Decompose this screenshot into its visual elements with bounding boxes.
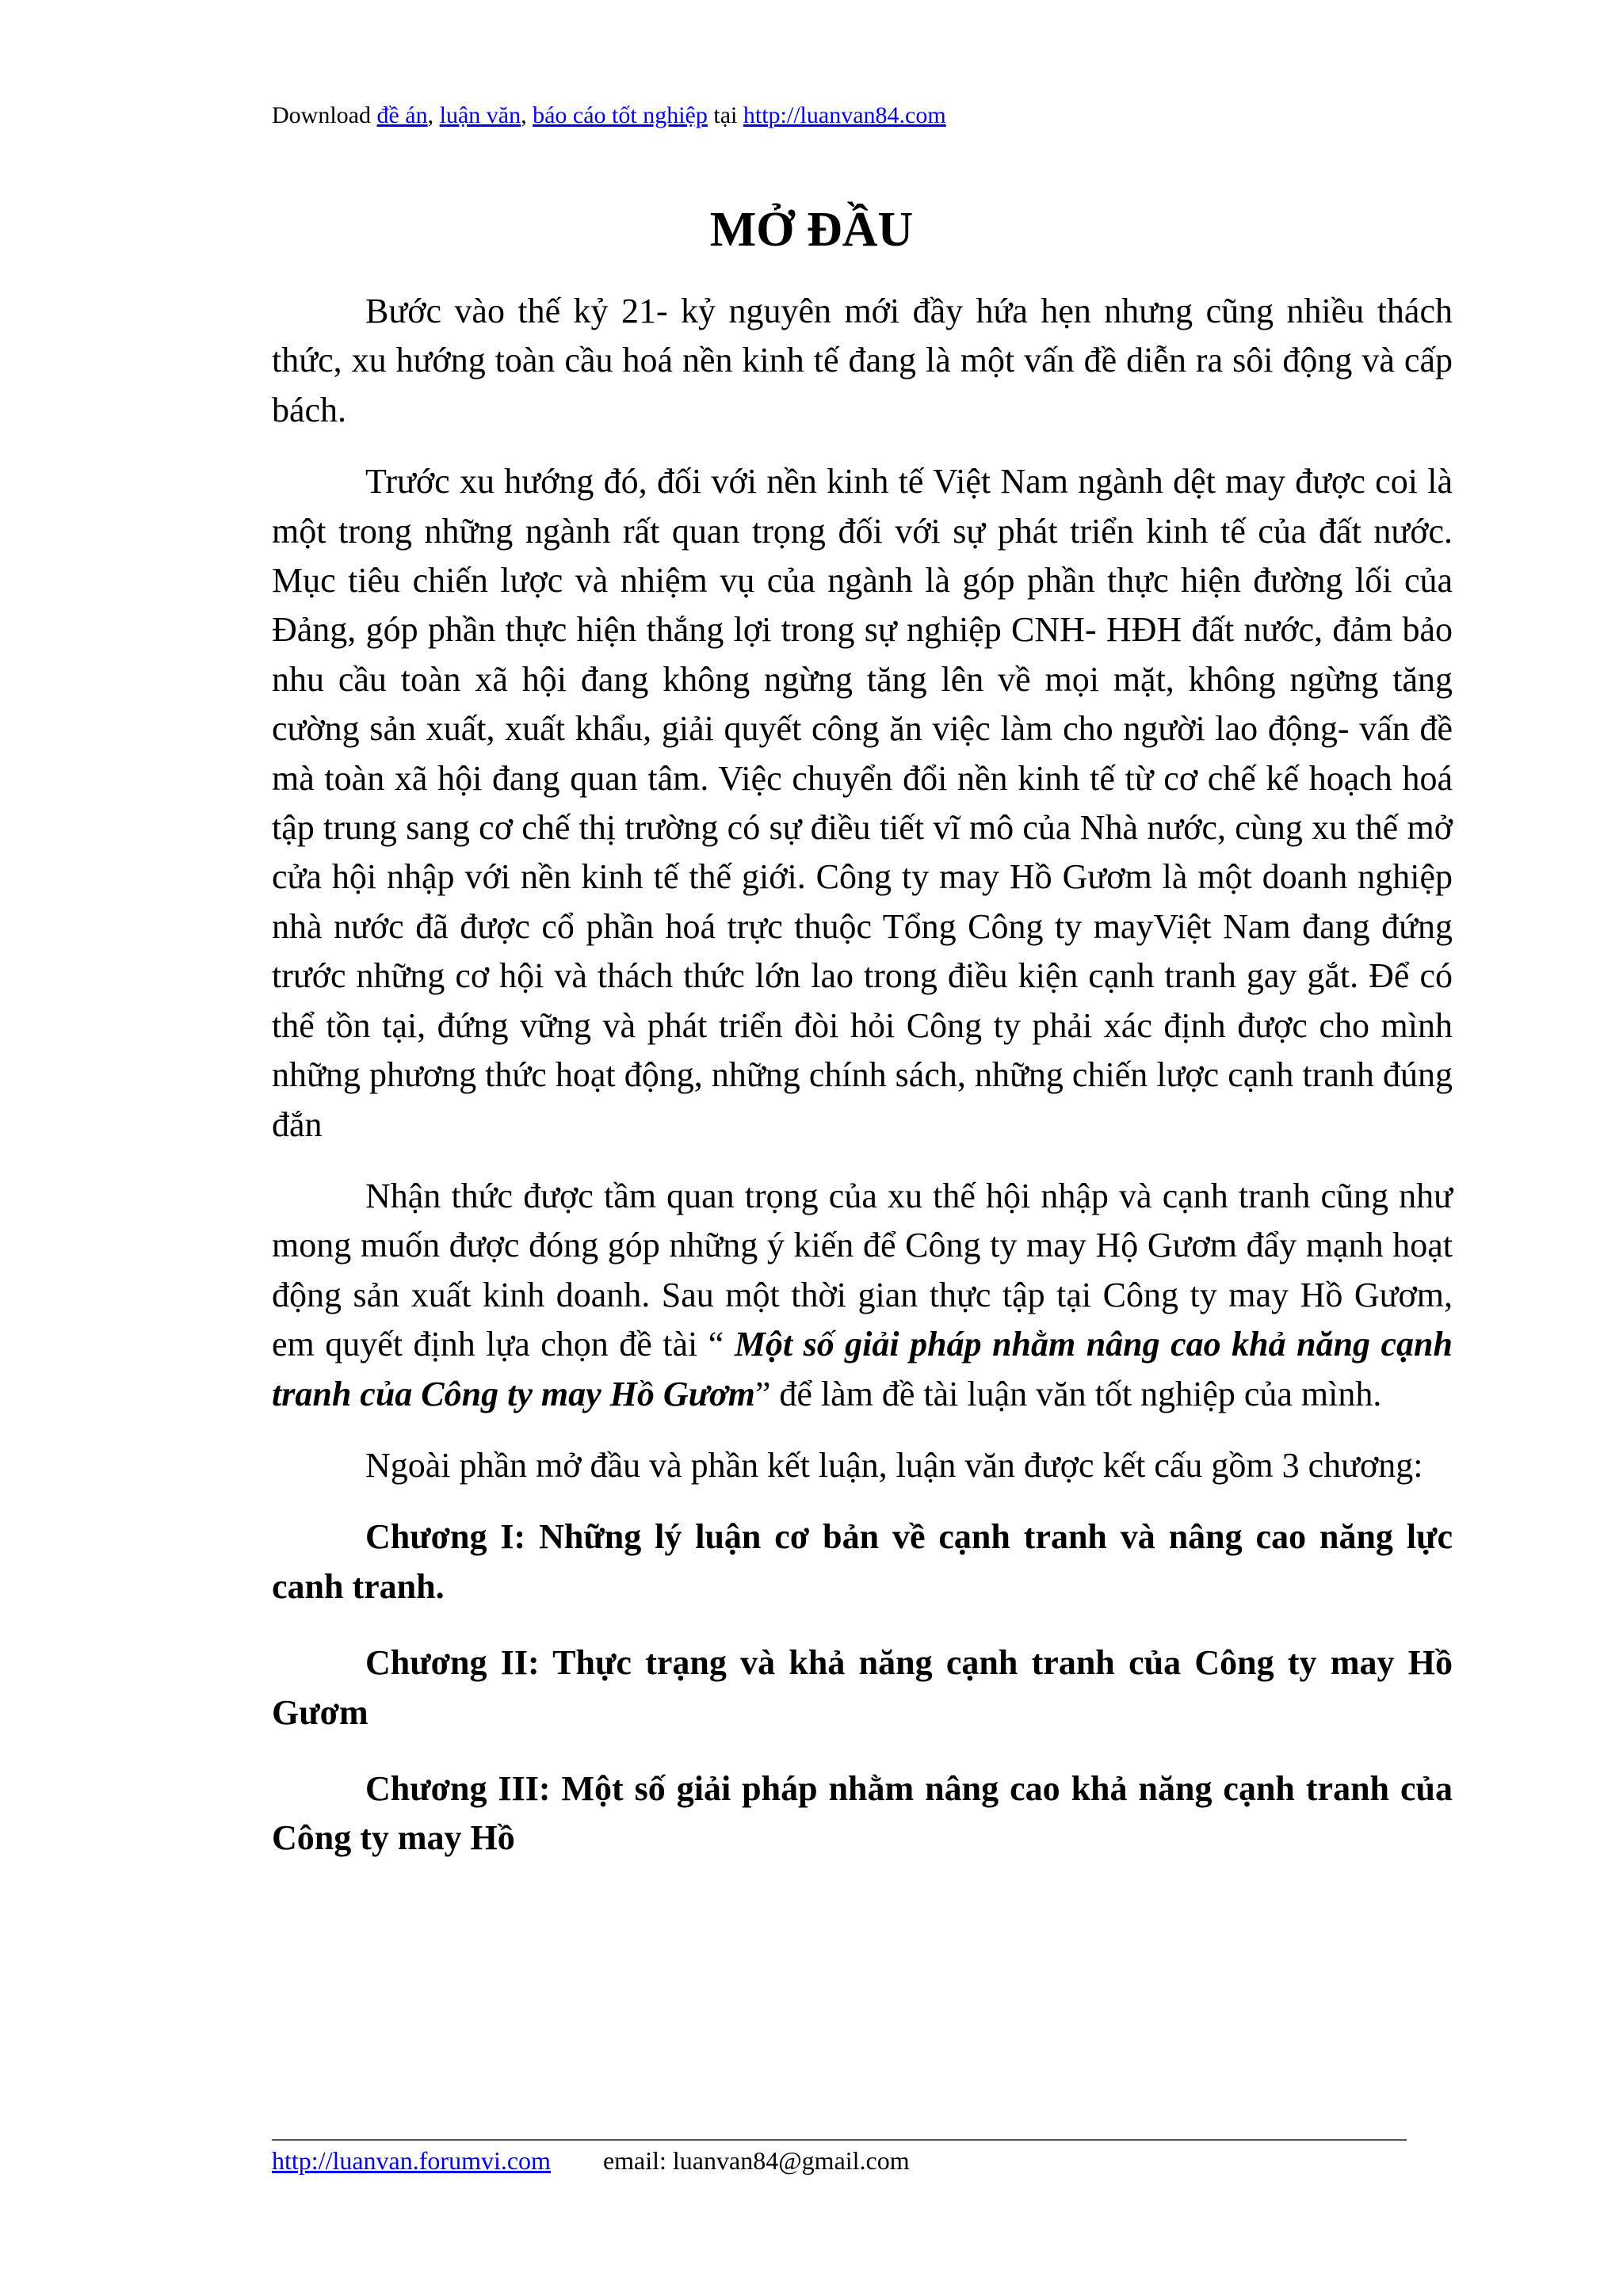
chapter-2-heading: Chương II: Thực trạng và khả năng cạnh tranh của Công ty may Hồ Gươm	[272, 1643, 1453, 1732]
paragraph-context: Trước xu hướng đó, đối với nền kinh tế Việt Nam ngành dệt may được coi là một trong những ngành rất quan trọng đối với sự phát triển kinh tế của đất nước. Mục tiêu chiến lược và nhiệm vụ của ngành là góp phần thực hiện đường lối của Đảng, góp phần thực hiện thắng lợi trong sự nghiệp CNH- HĐH đất nước, đảm bảo nhu cầu toàn xã hội đang không ngừng tăng lên về mọi mặt, không ngừng tăng cường sản xuất, xuất khẩu, giải quyết công ăn việc làm cho người lao động- vấn đề mà toàn xã hội đang quan tâm. Việc chuyển đổi nền kinh tế từ cơ chế kế hoạch hoá tập trung sang cơ chế thị trường có sự điều tiết vĩ mô của Nhà nước, cùng xu thế mở cửa hội nhập với nền kinh tế thế giới. Công ty may Hồ Gươm là một doanh nghiệp nhà nước đã được cổ phần hoá trực thuộc Tổng Công ty mayViệt Nam đang đứng trước những cơ hội và thách thức lớn lao trong điều kiện cạnh tranh gay gắt. Để có thể tồn tại, đứng vững và phát triển đòi hỏi Công ty phải xác định được cho mình những phương thức hoạt động, những chính sách, những chiến lược cạnh tranh đúng đắn	[272, 462, 1453, 1144]
topic-text-start: Nhận thức được tầm quan trọng của xu thế hội nhập và cạnh tranh cũng như mong muốn được đóng góp những ý kiến để Công ty may Hộ Gươm đẩy mạnh hoạt động sản xuất kinh doanh. Sau một thời gian thực tập tại Công ty may Hồ Gươm, em quyết định lựa chọn đề tài “	[272, 1176, 1453, 1364]
paragraph-intro: Bước vào thế kỷ 21- kỷ nguyên mới đầy hứa hẹn nhưng cũng nhiều thách thức, xu hướng toàn cầu hoá nền kinh tế đang là một vấn đề diễn ra sôi động và cấp bách.	[272, 292, 1453, 429]
de-an-link[interactable]: đề án	[376, 102, 428, 128]
header-separator: ,	[521, 102, 533, 128]
footer-divider	[272, 2139, 1407, 2141]
paragraph-structure: Ngoài phần mở đầu và phần kết luận, luận văn được kết cấu gồm 3 chương:	[365, 1445, 1423, 1485]
bao-cao-tot-nghiep-link[interactable]: báo cáo tốt nghiệp	[533, 102, 708, 128]
topic-title: Một số giải pháp nhằm nâng cao khả năng cạnh tranh của Công ty may Hồ Gươm	[272, 1325, 1453, 1413]
chapter-3-heading: Chương III: Một số giải pháp nhằm nâng cao khả năng cạnh tranh của Công ty may Hồ	[272, 1768, 1453, 1858]
topic-text-end: ” để làm đề tài luận văn tốt nghiệp của mình.	[754, 1374, 1382, 1413]
chapter-1-heading: Chương I: Những lý luận cơ bản về cạnh tranh và nâng cao năng lực canh tranh.	[272, 1517, 1453, 1606]
contact-email: email: luanvan84@gmail.com	[602, 2146, 910, 2175]
header-mid-text: tại	[707, 102, 743, 128]
header-prefix: Download	[272, 102, 377, 128]
forum-link[interactable]: http://luanvan.forumvi.com	[272, 2146, 551, 2175]
document-body	[272, 287, 1453, 1890]
header-separator: ,	[427, 102, 440, 128]
page-title: MỞ ĐẦU	[709, 203, 914, 257]
luanvan84-link[interactable]: http://luanvan84.com	[743, 102, 946, 128]
download-header	[272, 100, 946, 132]
paragraph-topic	[272, 1172, 1453, 1419]
page-footer	[272, 2144, 910, 2177]
luan-van-link[interactable]: luận văn	[439, 102, 521, 128]
